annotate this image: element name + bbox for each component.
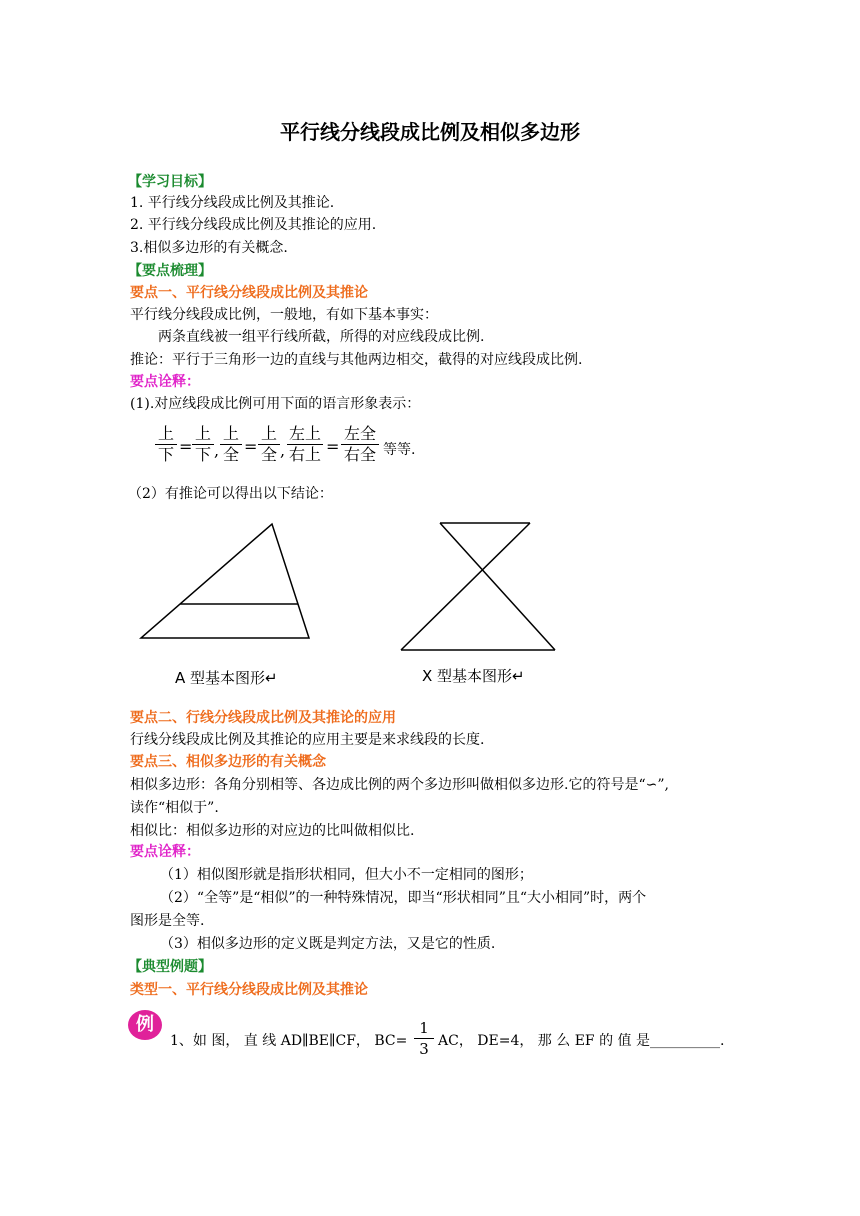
fraction-numerator: 左全: [343, 424, 376, 443]
explain2-line-3: 图形是全等.: [130, 913, 205, 929]
fraction-numerator: 上: [260, 424, 277, 443]
point2-title: 要点二、行线分线段成比例及其推论的应用: [130, 710, 396, 726]
explain2-line-1: （1）相似图形就是指形状相同，但大小不一定相同的图形；: [160, 867, 533, 883]
point3-line-2: 读作“相似于”.: [130, 800, 219, 816]
comma: ,: [214, 441, 220, 460]
point3-title: 要点三、相似多边形的有关概念: [130, 754, 326, 770]
equals-sign: =: [326, 437, 340, 456]
fraction-denominator: 下: [194, 445, 211, 464]
fraction-numerator: 上: [157, 424, 174, 443]
fraction-denominator: 3: [419, 1040, 429, 1058]
fraction-denominator: 全: [260, 445, 277, 464]
explain2-line-2: （2）“全等”是“相似”的一种特殊情况，即当“形状相同”且“大小相同”时，两个: [160, 890, 647, 906]
comma: ,: [280, 441, 286, 460]
fraction-numerator: 1: [419, 1019, 429, 1037]
x-type-figure-label: X 型基本图形↵: [422, 667, 525, 685]
point1-line-2: 两条直线被一组平行线所截，所得的对应线段成比例.: [158, 329, 485, 345]
explain-label-1: 要点诠释：: [130, 374, 200, 390]
fraction-denominator: 右上: [288, 445, 321, 464]
examples-header: 【典型例题】: [128, 959, 212, 975]
x-type-diagonal-2: [401, 523, 530, 650]
a-type-figure: [141, 524, 309, 638]
example1-text-before: 1、如 图， 直 线 AD∥BE∥CF， BC=: [170, 1033, 408, 1049]
goal-item-3: 3.相似多边形的有关概念.: [130, 240, 288, 256]
point3-line-3: 相似比：相似多边形的对应边的比叫做相似比.: [130, 823, 415, 839]
type1-title: 类型一、平行线分线段成比例及其推论: [130, 982, 368, 998]
explain2-line-4: （3）相似多边形的定义既是判定方法，又是它的性质.: [160, 936, 496, 952]
goal-item-2: 2. 平行线分线段成比例及其推论的应用.: [130, 217, 377, 233]
x-type-diagonal-1: [440, 523, 555, 650]
equals-sign: =: [179, 437, 193, 456]
x-type-figure: [401, 523, 555, 650]
point1-title: 要点一、平行线分线段成比例及其推论: [130, 285, 368, 301]
example1-fraction: [414, 1018, 434, 1059]
example1-text-after: AC， DE=4， 那 么 EF 的 值 是__________.: [438, 1033, 725, 1049]
page-title: 平行线分线段成比例及相似多边形: [280, 120, 580, 144]
fraction-numerator: 上: [194, 424, 211, 443]
point1-line-1: 平行线分线段成比例，一般地，有如下基本事实：: [130, 307, 438, 323]
fraction-denominator: 全: [222, 445, 239, 464]
points-header: 【要点梳理】: [128, 263, 212, 279]
fraction-denominator: 下: [157, 445, 174, 464]
explain1-line-2: （2）有推论可以得出以下结论：: [128, 486, 333, 502]
explain1-line-1: (1).对应线段成比例可用下面的语言形象表示：: [130, 396, 421, 412]
goals-header: 【学习目标】: [128, 174, 212, 190]
equals-sign: =: [244, 437, 258, 456]
point3-line-1: 相似多边形：各角分别相等、各边成比例的两个多边形叫做相似多边形.它的符号是“∽”,: [130, 777, 669, 793]
explain-label-2: 要点诠释：: [130, 844, 200, 860]
fraction-numerator: 左上: [288, 424, 321, 443]
point1-line-3: 推论：平行于三角形一边的直线与其他两边相交，截得的对应线段成比例.: [130, 352, 583, 368]
fraction-numerator: 上: [222, 424, 239, 443]
a-type-figure-label: A 型基本图形↵: [175, 669, 278, 687]
example-badge-icon: 例: [128, 1010, 162, 1040]
formula-suffix: 等等.: [383, 442, 416, 458]
a-type-triangle: [141, 524, 309, 638]
point2-line: 行线分线段成比例及其推论的应用主要是来求线段的长度.: [130, 732, 485, 748]
fraction-denominator: 右全: [343, 445, 376, 464]
goal-item-1: 1. 平行线分线段成比例及其推论.: [130, 195, 335, 211]
